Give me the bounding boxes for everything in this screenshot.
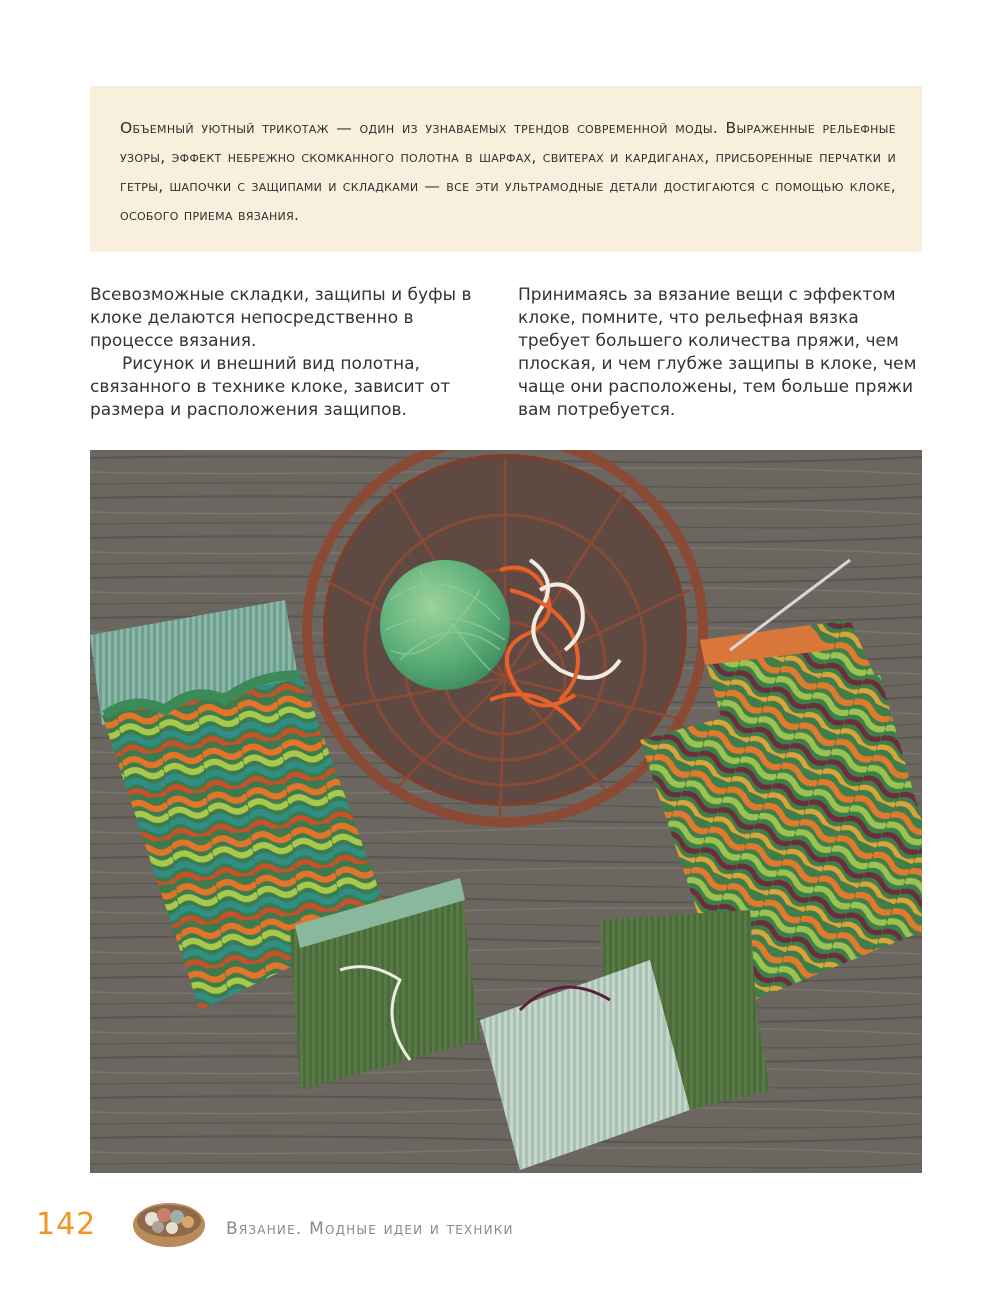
knitted-mittens-photo: [90, 450, 922, 1173]
yarn-bowl-icon: [130, 1195, 208, 1249]
right-paragraph-1: Принимаясь за вязание вещи с эффектом клоке, помните, что рельефная вязка требует большего количества пряжи, чем плоская, и чем глубже защипы в клоке, чем чаще они расположены, тем больше пряжи вам потребуется.: [518, 285, 917, 420]
left-paragraph-2: Рисунок и внешний вид полотна, связанного в технике клоке, зависит от размера и расположения защипов.: [90, 354, 451, 420]
page-footer: [0, 1185, 997, 1255]
left-column: [90, 284, 485, 422]
page-number: 142: [36, 1207, 97, 1242]
right-column: [518, 284, 918, 422]
intro-box: [90, 86, 922, 252]
running-title: Вязание. Модные идеи и техники: [226, 1219, 514, 1239]
green-yarn-ball: [380, 560, 510, 690]
left-paragraph-1: Всевозможные складки, защипы и буфы в клоке делаются непосредственно в процессе вязания.: [90, 285, 472, 351]
intro-text: Объемный уютный трикотаж — один из узнаваемых трендов современной моды. Выраженные рельефные узоры, эффект небрежно скомканного полотна в шарфах, свитерах и кардиганах, присборенные перчатки и гетры, шапочки с защипами и складками — все эти ультрамодные детали достигаются с помощью клоке, особого приема вязания.: [120, 119, 896, 224]
